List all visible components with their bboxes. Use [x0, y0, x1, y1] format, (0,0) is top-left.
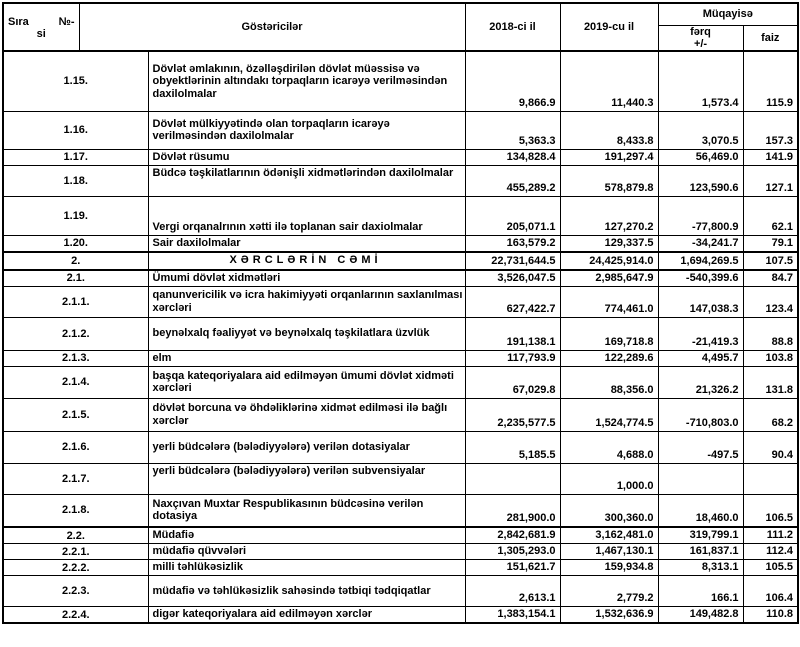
row-number: 2.1.5.	[3, 398, 148, 431]
row-2018-value: 117,793.9	[465, 350, 560, 366]
row-2018-value: 1,383,154.1	[465, 607, 560, 624]
table-row	[3, 431, 798, 463]
row-number: 2.2.2.	[3, 560, 148, 576]
row-2019-value: 2,985,647.9	[560, 270, 658, 287]
row-2019-value: 1,532,636.9	[560, 607, 658, 624]
row-number: 2.2.3.	[3, 576, 148, 607]
column-header-comparison: Müqayisə	[658, 3, 798, 25]
row-number: 2.2.	[3, 527, 148, 544]
row-2019-value: 11,440.3	[560, 51, 658, 111]
row-indicator: yerli büdcələrə (bələdiyyələrə) verilən subvensiyalar	[148, 463, 465, 494]
row-diff-value: -77,800.9	[658, 196, 743, 235]
budget-table	[2, 2, 799, 624]
row-number: 2.2.1.	[3, 544, 148, 560]
row-2018-value: 1,305,293.0	[465, 544, 560, 560]
row-diff-value: -21,419.3	[658, 317, 743, 350]
row-indicator: müdafiə və təhlükəsizlik sahəsində tətbiqi tədqiqatlar	[148, 576, 465, 607]
row-2018-value: 9,866.9	[465, 51, 560, 111]
row-percent-value: 111.2	[743, 527, 798, 544]
row-2018-value: 163,579.2	[465, 235, 560, 252]
row-2018-value: 151,621.7	[465, 560, 560, 576]
row-2018-value: 205,071.1	[465, 196, 560, 235]
row-2019-value: 1,524,774.5	[560, 398, 658, 431]
row-diff-value: 4,495.7	[658, 350, 743, 366]
diff-header-line2: +/-	[693, 37, 708, 50]
table-header	[3, 3, 798, 51]
row-percent-value: 131.8	[743, 366, 798, 398]
row-2019-value: 578,879.8	[560, 165, 658, 196]
row-diff-value: 319,799.1	[658, 527, 743, 544]
no-header-word2: №-	[58, 16, 75, 28]
table-row	[3, 149, 798, 165]
row-2019-value: 88,356.0	[560, 366, 658, 398]
table-row	[3, 252, 798, 270]
row-diff-value	[658, 463, 743, 494]
row-number: 2.1.1.	[3, 286, 148, 317]
row-2018-value: 627,422.7	[465, 286, 560, 317]
row-diff-value: 123,590.6	[658, 165, 743, 196]
row-diff-value: -34,241.7	[658, 235, 743, 252]
row-2018-value: 2,235,577.5	[465, 398, 560, 431]
row-2018-value: 191,138.1	[465, 317, 560, 350]
row-2019-value: 191,297.4	[560, 149, 658, 165]
row-2018-value: 134,828.4	[465, 149, 560, 165]
table-row	[3, 270, 798, 287]
row-indicator: Sair daxilolmalar	[148, 235, 465, 252]
row-percent-value: 123.4	[743, 286, 798, 317]
table-body	[3, 51, 798, 623]
row-indicator: elm	[148, 350, 465, 366]
row-diff-value: -710,803.0	[658, 398, 743, 431]
column-header-no-text	[4, 14, 79, 40]
row-2018-value: 3,526,047.5	[465, 270, 560, 287]
row-2019-value: 159,934.8	[560, 560, 658, 576]
row-indicator: beynəlxalq fəaliyyət və beynəlxalq təşkilatlara üzvlük	[148, 317, 465, 350]
row-2019-value: 24,425,914.0	[560, 252, 658, 270]
row-2018-value: 281,900.0	[465, 494, 560, 527]
row-percent-value: 90.4	[743, 431, 798, 463]
row-indicator: Müdafiə	[148, 527, 465, 544]
row-2019-value: 129,337.5	[560, 235, 658, 252]
row-diff-value: 56,469.0	[658, 149, 743, 165]
row-2019-value: 8,433.8	[560, 111, 658, 149]
row-percent-value: 62.1	[743, 196, 798, 235]
row-percent-value: 110.8	[743, 607, 798, 624]
row-number: 1.19.	[3, 196, 148, 235]
row-percent-value: 103.8	[743, 350, 798, 366]
table-row	[3, 196, 798, 235]
row-diff-value: -540,399.6	[658, 270, 743, 287]
column-header-indicator: Göstəricilər	[79, 3, 465, 51]
column-header-no	[3, 3, 79, 51]
row-percent-value: 106.4	[743, 576, 798, 607]
row-indicator: başqa kateqoriyalara aid edilməyən ümumi dövlət xidməti xərcləri	[148, 366, 465, 398]
table-row	[3, 366, 798, 398]
row-indicator: Dövlət mülkiyyətində olan torpaqların icarəyə verilməsindən daxilolmalar	[148, 111, 465, 149]
table-row	[3, 286, 798, 317]
table-row	[3, 165, 798, 196]
row-number: 1.16.	[3, 111, 148, 149]
row-number: 2.1.8.	[3, 494, 148, 527]
row-number: 2.1.7.	[3, 463, 148, 494]
table-row	[3, 111, 798, 149]
row-diff-value: 3,070.5	[658, 111, 743, 149]
row-number: 2.1.6.	[3, 431, 148, 463]
row-2018-value: 2,613.1	[465, 576, 560, 607]
row-2019-value: 1,000.0	[560, 463, 658, 494]
table-row	[3, 463, 798, 494]
row-indicator: Büdcə təşkilatlarının ödənişli xidmətlərindən daxilolmalar	[148, 165, 465, 196]
row-number: 1.15.	[3, 51, 148, 111]
row-indicator: XƏRCLƏRİN CƏMİ	[148, 252, 465, 270]
row-indicator: yerli büdcələrə (bələdiyyələrə) verilən dotasiyalar	[148, 431, 465, 463]
row-indicator: digər kateqoriyalara aid edilməyən xərclər	[148, 607, 465, 624]
row-number: 2.	[3, 252, 148, 270]
column-header-2019: 2019-cu il	[560, 3, 658, 51]
no-header-word3: si	[36, 28, 46, 40]
row-indicator: Dövlət əmlakının, özəlləşdirilən dövlət müəssisə və obyektlərinin altındakı torpaqların icarəyə verilməsindən daxilolmalar	[148, 51, 465, 111]
row-2019-value: 3,162,481.0	[560, 527, 658, 544]
row-2019-value: 122,289.6	[560, 350, 658, 366]
row-2019-value: 127,270.2	[560, 196, 658, 235]
row-indicator: dövlət borcuna və öhdəliklərinə xidmət edilməsi ilə bağlı xərclər	[148, 398, 465, 431]
table-row	[3, 235, 798, 252]
row-indicator: milli təhlükəsizlik	[148, 560, 465, 576]
row-2018-value: 2,842,681.9	[465, 527, 560, 544]
row-diff-value: 149,482.8	[658, 607, 743, 624]
row-2018-value: 5,363.3	[465, 111, 560, 149]
row-number: 1.18.	[3, 165, 148, 196]
table-row	[3, 607, 798, 624]
row-2018-value	[465, 463, 560, 494]
row-number: 1.20.	[3, 235, 148, 252]
row-number: 2.1.2.	[3, 317, 148, 350]
row-percent-value	[743, 463, 798, 494]
row-percent-value: 127.1	[743, 165, 798, 196]
row-diff-value: 8,313.1	[658, 560, 743, 576]
row-diff-value: 21,326.2	[658, 366, 743, 398]
table-row	[3, 560, 798, 576]
column-header-diff	[658, 25, 743, 51]
column-header-percent: faiz	[743, 25, 798, 51]
row-percent-value: 88.8	[743, 317, 798, 350]
table-row	[3, 527, 798, 544]
row-percent-value: 79.1	[743, 235, 798, 252]
row-percent-value: 106.5	[743, 494, 798, 527]
row-2018-value: 5,185.5	[465, 431, 560, 463]
row-diff-value: 166.1	[658, 576, 743, 607]
row-percent-value: 84.7	[743, 270, 798, 287]
row-diff-value: -497.5	[658, 431, 743, 463]
row-indicator: qanunvericilik və icra hakimiyyəti orqanlarının saxlanılması xərcləri	[148, 286, 465, 317]
table-row	[3, 317, 798, 350]
row-percent-value: 107.5	[743, 252, 798, 270]
row-2019-value: 169,718.8	[560, 317, 658, 350]
row-diff-value: 1,573.4	[658, 51, 743, 111]
row-2018-value: 455,289.2	[465, 165, 560, 196]
row-2019-value: 1,467,130.1	[560, 544, 658, 560]
row-number: 2.1.	[3, 270, 148, 287]
no-header-word1: Sıra	[8, 16, 29, 28]
row-diff-value: 147,038.3	[658, 286, 743, 317]
row-percent-value: 112.4	[743, 544, 798, 560]
row-number: 2.1.4.	[3, 366, 148, 398]
table-row	[3, 398, 798, 431]
row-indicator: Ümumi dövlət xidmətləri	[148, 270, 465, 287]
row-2019-value: 300,360.0	[560, 494, 658, 527]
row-indicator: müdafiə qüvvələri	[148, 544, 465, 560]
row-2018-value: 22,731,644.5	[465, 252, 560, 270]
row-diff-value: 1,694,269.5	[658, 252, 743, 270]
column-header-2018: 2018-ci il	[465, 3, 560, 51]
table-row	[3, 494, 798, 527]
table-row	[3, 576, 798, 607]
row-indicator: Dövlət rüsumu	[148, 149, 465, 165]
row-diff-value: 161,837.1	[658, 544, 743, 560]
diff-header-line1: fərq	[690, 25, 711, 38]
row-2019-value: 4,688.0	[560, 431, 658, 463]
row-percent-value: 115.9	[743, 51, 798, 111]
row-number: 1.17.	[3, 149, 148, 165]
row-percent-value: 141.9	[743, 149, 798, 165]
table-row	[3, 51, 798, 111]
row-indicator: Vergi orqanalrının xətti ilə toplanan sair daxiolmalar	[148, 196, 465, 235]
row-2019-value: 774,461.0	[560, 286, 658, 317]
row-percent-value: 105.5	[743, 560, 798, 576]
row-percent-value: 157.3	[743, 111, 798, 149]
table-row	[3, 544, 798, 560]
row-number: 2.1.3.	[3, 350, 148, 366]
row-percent-value: 68.2	[743, 398, 798, 431]
row-2019-value: 2,779.2	[560, 576, 658, 607]
table-row	[3, 350, 798, 366]
row-diff-value: 18,460.0	[658, 494, 743, 527]
row-number: 2.2.4.	[3, 607, 148, 624]
row-2018-value: 67,029.8	[465, 366, 560, 398]
row-indicator: Naxçıvan Muxtar Respublikasının büdcəsinə verilən dotasiya	[148, 494, 465, 527]
